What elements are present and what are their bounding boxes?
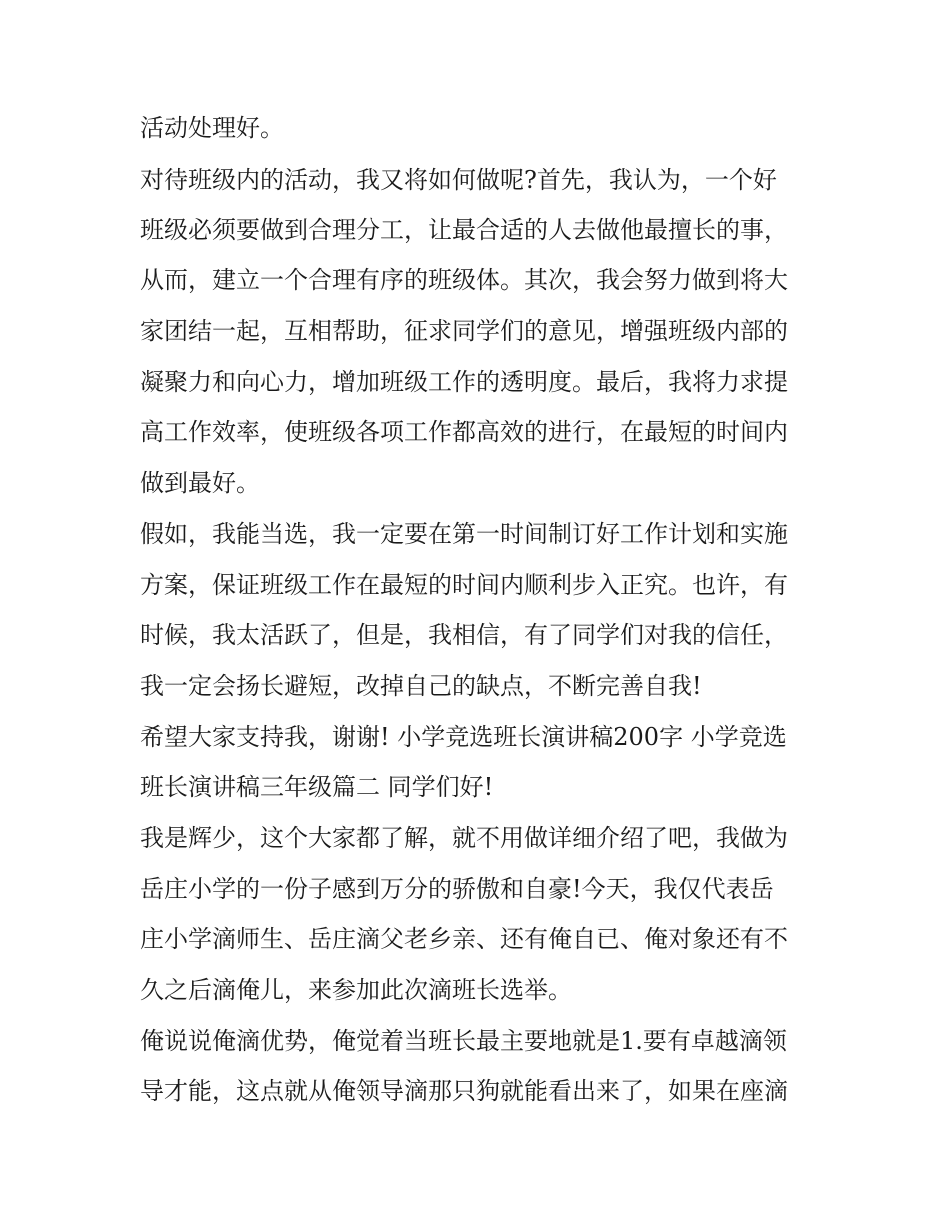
text-line: 高工作效率，使班级各项工作都高效的进行，在最短的时间内 xyxy=(140,418,788,446)
text-line: 庄小学滴师生、岳庄滴父老乡亲、还有俺自已、俺对象还有不 xyxy=(140,925,788,953)
text-line: 活动处理好。 xyxy=(140,114,284,142)
text-line: 时候，我太活跃了，但是，我相信，有了同学们对我的信任， xyxy=(140,621,788,649)
text-line: 从而，建立一个合理有序的班级体。其次，我会努力做到将大 xyxy=(140,266,788,294)
text-line: 久之后滴俺儿，来参加此次滴班长选举。 xyxy=(140,976,572,1004)
text-line: 对待班级内的活动，我又将如何做呢?首先，我认为，一个好 xyxy=(140,166,777,194)
text-line: 凝聚力和向心力，增加班级工作的透明度。最后，我将力求提 xyxy=(140,368,788,396)
text-line: 班长演讲稿三年级篇二 同学们好! xyxy=(140,773,494,801)
text-line: 希望大家支持我，谢谢! 小学竞选班长演讲稿200字 小学竞选 xyxy=(140,723,787,751)
text-line: 方案，保证班级工作在最短的时间内顺利步入正究。也许，有 xyxy=(140,571,788,599)
text-line: 导才能，这点就从俺领导滴那只狗就能看出来了，如果在座滴 xyxy=(140,1077,788,1105)
text-line: 家团结一起，互相帮助，征求同学们的意见，增强班级内部的 xyxy=(140,317,788,345)
text-line: 岳庄小学的一份子感到万分的骄傲和自豪!今天，我仅代表岳 xyxy=(140,875,774,903)
text-line: 假如，我能当选，我一定要在第一时间制订好工作计划和实施 xyxy=(140,520,788,548)
text-line: 俺说说俺滴优势，俺觉着当班长最主要地就是1.要有卓越滴领 xyxy=(140,1027,787,1055)
text-line: 我是辉少，这个大家都了解，就不用做详细介绍了吧，我做为 xyxy=(140,824,788,852)
text-line: 我一定会扬长避短，改掉自己的缺点，不断完善自我! xyxy=(140,672,702,700)
text-line: 做到最好。 xyxy=(140,469,260,497)
text-line: 班级必须要做到合理分工，让最合适的人去做他最擅长的事， xyxy=(140,216,788,244)
